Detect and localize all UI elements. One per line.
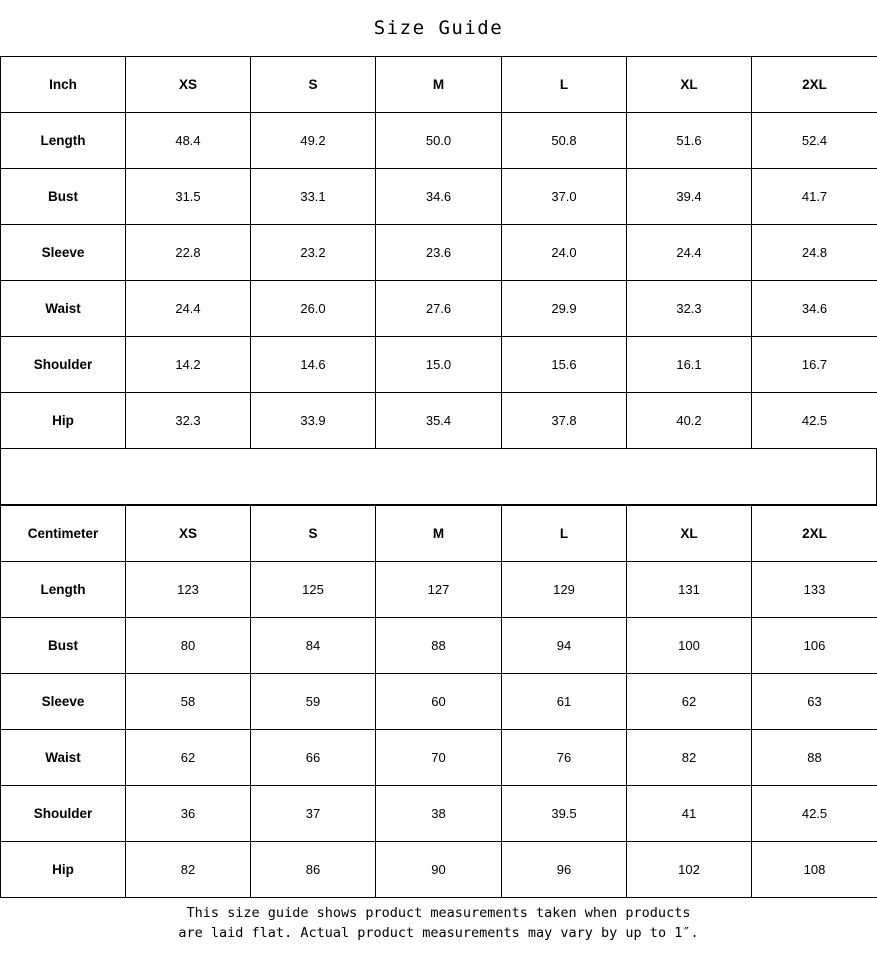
cell-value: 40.2	[627, 393, 752, 449]
cell-value: 16.1	[627, 337, 752, 393]
cell-value: 14.6	[251, 337, 376, 393]
cell-value: 32.3	[126, 393, 251, 449]
cell-value: 37.8	[502, 393, 627, 449]
cell-value: 100	[627, 618, 752, 674]
cell-value: 84	[251, 618, 376, 674]
centimeter-size-table	[0, 505, 877, 898]
table-row	[1, 730, 877, 786]
cell-value: 76	[502, 730, 627, 786]
column-header-2xl: 2XL	[752, 506, 877, 562]
cell-value: 86	[251, 842, 376, 898]
cell-value: 88	[376, 618, 502, 674]
row-label: Shoulder	[1, 786, 126, 842]
row-label: Hip	[1, 393, 126, 449]
table-header-row	[1, 506, 877, 562]
column-header-xs: XS	[126, 506, 251, 562]
table-row	[1, 562, 877, 618]
table-row	[1, 674, 877, 730]
cell-value: 24.0	[502, 225, 627, 281]
table-row	[1, 842, 877, 898]
row-label: Hip	[1, 842, 126, 898]
cell-value: 39.5	[502, 786, 627, 842]
cell-value: 106	[752, 618, 877, 674]
cell-value: 50.0	[376, 113, 502, 169]
cell-value: 37	[251, 786, 376, 842]
cell-value: 24.4	[126, 281, 251, 337]
cell-value: 31.5	[126, 169, 251, 225]
cell-value: 82	[627, 730, 752, 786]
cell-value: 23.6	[376, 225, 502, 281]
cell-value: 59	[251, 674, 376, 730]
cell-value: 16.7	[752, 337, 877, 393]
cell-value: 34.6	[752, 281, 877, 337]
table-row	[1, 618, 877, 674]
cell-value: 26.0	[251, 281, 376, 337]
cell-value: 48.4	[126, 113, 251, 169]
column-header-s: S	[251, 57, 376, 113]
cell-value: 58	[126, 674, 251, 730]
cell-value: 24.4	[627, 225, 752, 281]
row-label: Bust	[1, 618, 126, 674]
inch-size-table	[0, 56, 877, 449]
footnote-line-2: are laid flat. Actual product measurements may vary by up to 1″.	[178, 925, 699, 941]
column-header-s: S	[251, 506, 376, 562]
cell-value: 29.9	[502, 281, 627, 337]
row-label: Waist	[1, 730, 126, 786]
cell-value: 131	[627, 562, 752, 618]
cell-value: 42.5	[752, 393, 877, 449]
cell-value: 41.7	[752, 169, 877, 225]
footnote-line-1: This size guide shows product measurements taken when products	[186, 905, 691, 921]
column-header-m: M	[376, 506, 502, 562]
column-header-2xl: 2XL	[752, 57, 877, 113]
cell-value: 70	[376, 730, 502, 786]
table-row	[1, 281, 877, 337]
cell-value: 102	[627, 842, 752, 898]
row-label: Sleeve	[1, 674, 126, 730]
cell-value: 60	[376, 674, 502, 730]
cell-value: 22.8	[126, 225, 251, 281]
cell-value: 27.6	[376, 281, 502, 337]
cell-value: 88	[752, 730, 877, 786]
cell-value: 123	[126, 562, 251, 618]
cell-value: 63	[752, 674, 877, 730]
unit-label-centimeter: Centimeter	[1, 506, 126, 562]
row-label: Sleeve	[1, 225, 126, 281]
cell-value: 24.8	[752, 225, 877, 281]
cell-value: 15.6	[502, 337, 627, 393]
row-label: Waist	[1, 281, 126, 337]
table-row	[1, 786, 877, 842]
footnote	[0, 898, 877, 954]
cell-value: 52.4	[752, 113, 877, 169]
cell-value: 62	[627, 674, 752, 730]
cell-value: 34.6	[376, 169, 502, 225]
table-row	[1, 113, 877, 169]
cell-value: 51.6	[627, 113, 752, 169]
unit-label-inch: Inch	[1, 57, 126, 113]
cell-value: 36	[126, 786, 251, 842]
table-separator	[0, 449, 877, 505]
cell-value: 38	[376, 786, 502, 842]
cell-value: 127	[376, 562, 502, 618]
cell-value: 129	[502, 562, 627, 618]
column-header-xs: XS	[126, 57, 251, 113]
cell-value: 33.9	[251, 393, 376, 449]
cell-value: 50.8	[502, 113, 627, 169]
table-row	[1, 225, 877, 281]
row-label: Length	[1, 562, 126, 618]
table-header-row	[1, 57, 877, 113]
cell-value: 66	[251, 730, 376, 786]
column-header-m: M	[376, 57, 502, 113]
cell-value: 125	[251, 562, 376, 618]
cell-value: 108	[752, 842, 877, 898]
row-label: Shoulder	[1, 337, 126, 393]
cell-value: 94	[502, 618, 627, 674]
cell-value: 39.4	[627, 169, 752, 225]
cell-value: 33.1	[251, 169, 376, 225]
cell-value: 49.2	[251, 113, 376, 169]
table-row	[1, 393, 877, 449]
row-label: Length	[1, 113, 126, 169]
cell-value: 133	[752, 562, 877, 618]
cell-value: 80	[126, 618, 251, 674]
cell-value: 35.4	[376, 393, 502, 449]
table-row	[1, 337, 877, 393]
cell-value: 82	[126, 842, 251, 898]
page-title: Size Guide	[373, 17, 504, 39]
cell-value: 32.3	[627, 281, 752, 337]
cell-value: 41	[627, 786, 752, 842]
column-header-xl: XL	[627, 57, 752, 113]
cell-value: 96	[502, 842, 627, 898]
cell-value: 14.2	[126, 337, 251, 393]
cell-value: 37.0	[502, 169, 627, 225]
column-header-l: L	[502, 506, 627, 562]
cell-value: 15.0	[376, 337, 502, 393]
cell-value: 23.2	[251, 225, 376, 281]
column-header-xl: XL	[627, 506, 752, 562]
cell-value: 61	[502, 674, 627, 730]
cell-value: 62	[126, 730, 251, 786]
column-header-l: L	[502, 57, 627, 113]
cell-value: 42.5	[752, 786, 877, 842]
row-label: Bust	[1, 169, 126, 225]
cell-value: 90	[376, 842, 502, 898]
table-row	[1, 169, 877, 225]
